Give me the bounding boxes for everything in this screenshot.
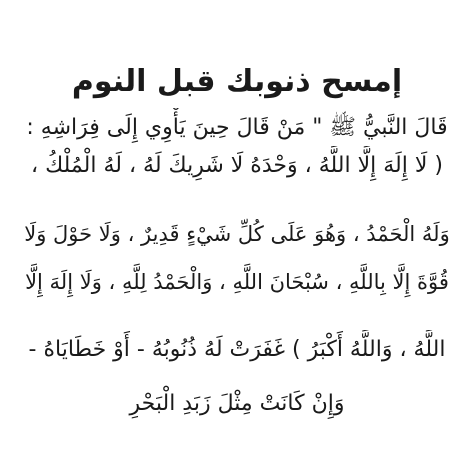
hadith-line-1: قَالَ النَّبيُّ ﷺ " مَنْ قَالَ حِينَ يَأْوِي إِلَى فِرَاشِهِ : bbox=[26, 115, 448, 140]
page-title: إمسح ذنوبك قبل النوم bbox=[71, 64, 403, 99]
hadith-line-5: اللَّهُ ، وَاللَّهُ أَكْبَرُ ) غَفَرَتْ لَهُ ذُنُوبُهُ - أَوْ خَطَايَاهُ - bbox=[28, 337, 446, 362]
hadith-line-4: قُوَّةَ إِلَّا بِاللَّهِ ، سُبْحَانَ اللَّهِ ، وَالْحَمْدُ لِلَّهِ ، وَلَا إِلَهَ إِلَّا bbox=[25, 270, 449, 294]
hadith-line-3: وَلَهُ الْحَمْدُ ، وَهُوَ عَلَى كُلِّ شَيْءٍ قَدِيرٌ ، وَلَا حَوْلَ وَلَا bbox=[24, 222, 450, 246]
hadith-line-2: ( لَا إِلَهَ إِلَّا اللَّهُ ، وَحْدَهُ لَا شَرِيكَ لَهُ ، لَهُ الْمُلْكُ ، bbox=[31, 153, 443, 178]
hadith-line-6: وَإِنْ كَانَتْ مِثْلَ زَبَدِ الْبَحْرِ bbox=[129, 391, 345, 416]
